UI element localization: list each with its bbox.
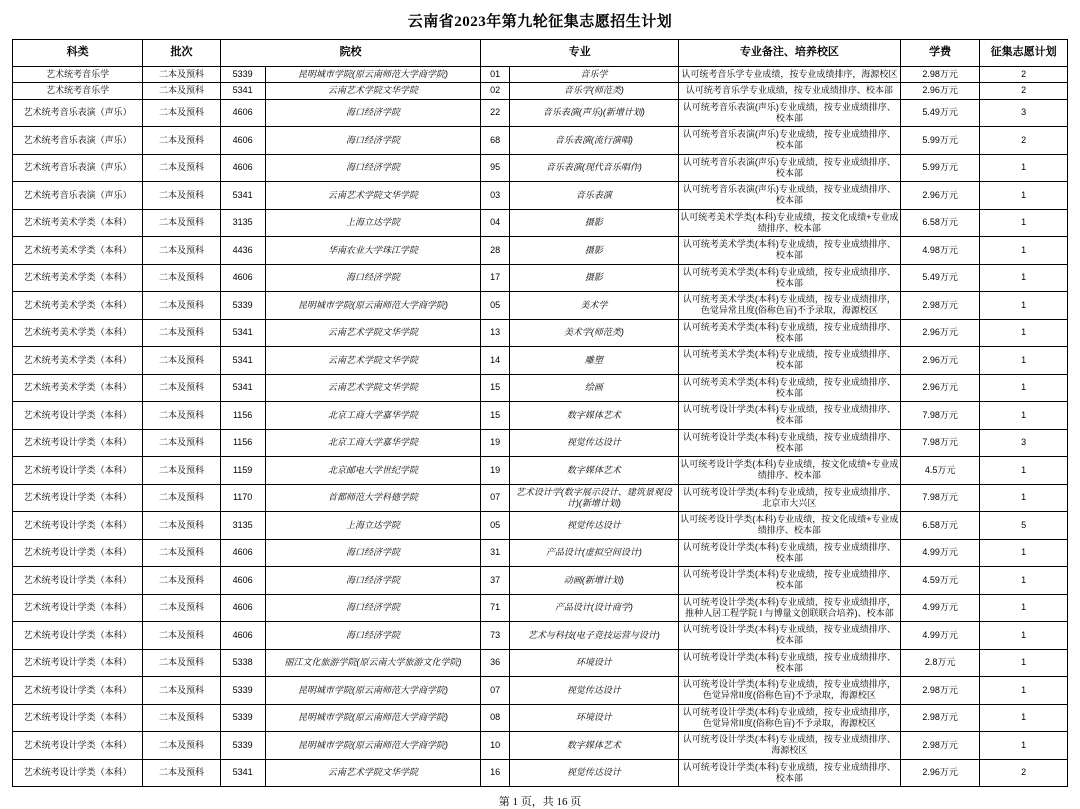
cell-batch: 二本及预科 [143,83,220,99]
cell-quota: 1 [980,347,1068,375]
cell-school-code: 5339 [220,67,265,83]
cell-remark: 认可统考音乐学专业成绩，按专业成绩排序，海源校区 [678,67,900,83]
cell-school-name: 华南农业大学珠江学院 [265,237,481,265]
cell-category: 艺术统考设计学类（本科） [13,732,143,760]
cell-quota: 1 [980,292,1068,320]
table-header-row [13,40,1068,67]
cell-school-name: 北京工商大学嘉华学院 [265,429,481,457]
cell-school-code: 4606 [220,594,265,622]
cell-category: 艺术统考设计学类（本科） [13,402,143,430]
table-row [13,374,1068,402]
cell-category: 艺术统考设计学类（本科） [13,457,143,485]
cell-tuition: 5.99万元 [900,127,979,155]
cell-category: 艺术统考设计学类（本科） [13,484,143,512]
cell-major-code: 17 [481,264,510,292]
header-remark: 专业备注、培养校区 [678,40,900,67]
table-row [13,759,1068,787]
cell-major-name: 音乐表演 [509,182,678,210]
cell-school-name: 云南艺术学院文华学院 [265,83,481,99]
cell-school-code: 1159 [220,457,265,485]
cell-batch: 二本及预科 [143,402,220,430]
cell-quota: 1 [980,154,1068,182]
cell-tuition: 4.98万元 [900,237,979,265]
table-row [13,512,1068,540]
cell-school-code: 4606 [220,154,265,182]
cell-quota: 1 [980,264,1068,292]
table-row [13,67,1068,83]
cell-school-name: 云南艺术学院文华学院 [265,347,481,375]
cell-category: 艺术统考美术学类（本科） [13,319,143,347]
cell-major-code: 19 [481,457,510,485]
table-row [13,622,1068,650]
cell-tuition: 2.8万元 [900,649,979,677]
cell-batch: 二本及预科 [143,677,220,705]
cell-remark: 认可统考设计学类(本科)专业成绩，按专业成绩排序、校本部 [678,567,900,595]
cell-remark: 认可统考音乐表演(声乐)专业成绩，按专业成绩排序、校本部 [678,154,900,182]
cell-major-name: 艺术设计学(数字展示设计、建筑景观设计)(新增计划) [509,484,678,512]
cell-quota: 3 [980,99,1068,127]
cell-school-code: 5339 [220,704,265,732]
table-row [13,83,1068,99]
table-row [13,539,1068,567]
cell-batch: 二本及预科 [143,484,220,512]
cell-school-code: 1156 [220,402,265,430]
cell-tuition: 2.98万元 [900,677,979,705]
table-row [13,292,1068,320]
cell-major-code: 14 [481,347,510,375]
cell-quota: 1 [980,732,1068,760]
cell-major-name: 美术学 [509,292,678,320]
cell-quota: 1 [980,567,1068,595]
cell-quota: 1 [980,649,1068,677]
cell-tuition: 2.96万元 [900,374,979,402]
cell-major-code: 05 [481,512,510,540]
cell-batch: 二本及预科 [143,237,220,265]
cell-batch: 二本及预科 [143,567,220,595]
table-row [13,127,1068,155]
cell-category: 艺术统考美术学类（本科） [13,237,143,265]
cell-school-code: 5338 [220,649,265,677]
table-row [13,732,1068,760]
cell-school-code: 4436 [220,237,265,265]
cell-quota: 1 [980,319,1068,347]
cell-major-code: 02 [481,83,510,99]
header-school: 院校 [220,40,481,67]
cell-batch: 二本及预科 [143,594,220,622]
cell-school-name: 海口经济学院 [265,127,481,155]
cell-tuition: 4.99万元 [900,539,979,567]
cell-batch: 二本及预科 [143,347,220,375]
cell-batch: 二本及预科 [143,649,220,677]
cell-major-name: 美术学(师范类) [509,319,678,347]
table-header [13,40,1068,67]
cell-batch: 二本及预科 [143,127,220,155]
cell-quota: 1 [980,704,1068,732]
cell-remark: 认可统考音乐学专业成绩，按专业成绩排序、校本部 [678,83,900,99]
cell-batch: 二本及预科 [143,264,220,292]
cell-major-name: 视觉传达设计 [509,677,678,705]
table-row [13,209,1068,237]
cell-major-name: 产品设计(设计商学) [509,594,678,622]
cell-major-name: 摄影 [509,237,678,265]
table-row [13,649,1068,677]
table-row [13,704,1068,732]
cell-category: 艺术统考设计学类（本科） [13,539,143,567]
cell-batch: 二本及预科 [143,374,220,402]
cell-remark: 认可统考美术学类(本科)专业成绩，按专业成绩排序、校本部 [678,347,900,375]
cell-category: 艺术统考设计学类（本科） [13,677,143,705]
table-row [13,429,1068,457]
cell-batch: 二本及预科 [143,457,220,485]
cell-batch: 二本及预科 [143,539,220,567]
cell-batch: 二本及预科 [143,732,220,760]
cell-school-name: 北京邮电大学世纪学院 [265,457,481,485]
cell-school-name: 云南艺术学院文华学院 [265,182,481,210]
cell-school-name: 海口经济学院 [265,539,481,567]
cell-school-code: 4606 [220,539,265,567]
table-row [13,237,1068,265]
cell-quota: 1 [980,209,1068,237]
cell-school-name: 云南艺术学院文华学院 [265,319,481,347]
cell-category: 艺术统考设计学类（本科） [13,704,143,732]
cell-school-name: 海口经济学院 [265,594,481,622]
cell-remark: 认可统考设计学类(本科)专业成绩，按文化成绩+专业成绩排序、校本部 [678,512,900,540]
cell-tuition: 4.99万元 [900,594,979,622]
cell-tuition: 4.59万元 [900,567,979,595]
cell-category: 艺术统考音乐学 [13,67,143,83]
cell-remark: 认可统考设计学类(本科)专业成绩，按专业成绩排序、校本部 [678,539,900,567]
cell-tuition: 2.98万元 [900,732,979,760]
cell-school-name: 昆明城市学院(原云南师范大学商学院) [265,732,481,760]
cell-major-code: 07 [481,484,510,512]
cell-quota: 1 [980,484,1068,512]
cell-remark: 认可统考音乐表演(声乐)专业成绩，按专业成绩排序、校本部 [678,182,900,210]
cell-major-name: 视觉传达设计 [509,429,678,457]
cell-school-name: 海口经济学院 [265,264,481,292]
cell-school-name: 云南艺术学院文华学院 [265,759,481,787]
cell-batch: 二本及预科 [143,292,220,320]
cell-school-code: 4606 [220,127,265,155]
cell-batch: 二本及预科 [143,67,220,83]
cell-major-code: 31 [481,539,510,567]
cell-school-name: 上海立达学院 [265,512,481,540]
cell-batch: 二本及预科 [143,622,220,650]
cell-quota: 5 [980,512,1068,540]
cell-remark: 认可统考美术学类(本科)专业成绩，按专业成绩排序，色觉异常且度(俗称色盲)不予录取，海源校区 [678,292,900,320]
cell-quota: 1 [980,457,1068,485]
cell-category: 艺术统考设计学类（本科） [13,567,143,595]
cell-school-name: 丽江文化旅游学院(原云南大学旅游文化学院) [265,649,481,677]
cell-school-name: 云南艺术学院文华学院 [265,374,481,402]
table-row [13,264,1068,292]
cell-category: 艺术统考美术学类（本科） [13,292,143,320]
cell-remark: 认可统考设计学类(本科)专业成绩，按文化成绩+专业成绩排序、校本部 [678,457,900,485]
cell-tuition: 7.98万元 [900,429,979,457]
cell-remark: 认可统考美术学类(本科)专业成绩，按文化成绩+专业成绩排序、校本部 [678,209,900,237]
page-title: 云南省2023年第九轮征集志愿招生计划 [407,14,673,30]
cell-major-name: 环境设计 [509,649,678,677]
cell-school-name: 昆明城市学院(原云南师范大学商学院) [265,67,481,83]
cell-tuition: 4.99万元 [900,622,979,650]
cell-quota: 1 [980,402,1068,430]
cell-tuition: 2.96万元 [900,319,979,347]
cell-tuition: 2.96万元 [900,759,979,787]
cell-tuition: 2.98万元 [900,67,979,83]
cell-major-code: 07 [481,677,510,705]
cell-major-name: 摄影 [509,209,678,237]
cell-category: 艺术统考设计学类（本科） [13,429,143,457]
cell-remark: 认可统考设计学类(本科)专业成绩，按专业成绩排序、校本部 [678,429,900,457]
cell-school-name: 海口经济学院 [265,154,481,182]
cell-school-code: 5339 [220,677,265,705]
cell-school-name: 海口经济学院 [265,99,481,127]
cell-major-code: 15 [481,374,510,402]
cell-major-name: 动画(新增计划) [509,567,678,595]
cell-school-code: 5341 [220,759,265,787]
cell-batch: 二本及预科 [143,512,220,540]
cell-major-code: 04 [481,209,510,237]
cell-remark: 认可统考美术学类(本科)专业成绩，按专业成绩排序、校本部 [678,264,900,292]
cell-major-code: 08 [481,704,510,732]
cell-quota: 1 [980,182,1068,210]
table-row [13,347,1068,375]
header-quota: 征集志愿计划 [980,40,1068,67]
cell-remark: 认可统考设计学类(本科)专业成绩，按专业成绩排序、校本部 [678,402,900,430]
cell-tuition: 5.49万元 [900,264,979,292]
table-row [13,154,1068,182]
cell-school-code: 5341 [220,374,265,402]
cell-quota: 1 [980,374,1068,402]
cell-remark: 认可统考设计学类(本科)专业成绩，按专业成绩排序，推种人居工程学院 I 与博量文创联联合培养)、校本部 [678,594,900,622]
cell-tuition: 2.96万元 [900,347,979,375]
cell-tuition: 5.49万元 [900,99,979,127]
cell-school-code: 5341 [220,182,265,210]
cell-quota: 2 [980,83,1068,99]
cell-quota: 1 [980,622,1068,650]
table-row [13,567,1068,595]
cell-school-name: 首都师范大学科德学院 [265,484,481,512]
table-row [13,484,1068,512]
table-row [13,182,1068,210]
cell-batch: 二本及预科 [143,209,220,237]
cell-batch: 二本及预科 [143,154,220,182]
header-category: 科类 [13,40,143,67]
cell-category: 艺术统考设计学类（本科） [13,622,143,650]
cell-remark: 认可统考美术学类(本科)专业成绩，按专业成绩排序、校本部 [678,237,900,265]
cell-major-name: 音乐表演(流行演唱) [509,127,678,155]
cell-quota: 1 [980,677,1068,705]
cell-school-code: 3135 [220,512,265,540]
cell-major-code: 10 [481,732,510,760]
cell-school-code: 5339 [220,292,265,320]
cell-tuition: 4.5万元 [900,457,979,485]
cell-quota: 1 [980,539,1068,567]
cell-remark: 认可统考设计学类(本科)专业成绩，按专业成绩排序，色觉异常II度(俗称色盲)不予录取，海源校区 [678,677,900,705]
cell-school-name: 上海立达学院 [265,209,481,237]
cell-batch: 二本及预科 [143,182,220,210]
cell-school-name: 北京工商大学嘉华学院 [265,402,481,430]
cell-major-code: 95 [481,154,510,182]
table-row [13,402,1068,430]
cell-major-code: 37 [481,567,510,595]
cell-major-name: 环境设计 [509,704,678,732]
header-major: 专业 [481,40,679,67]
cell-category: 艺术统考美术学类（本科） [13,374,143,402]
cell-school-code: 3135 [220,209,265,237]
cell-batch: 二本及预科 [143,429,220,457]
cell-tuition: 2.96万元 [900,182,979,210]
cell-remark: 认可统考设计学类(本科)专业成绩，按专业成绩排序、校本部 [678,622,900,650]
cell-category: 艺术统考音乐表演（声乐） [13,99,143,127]
cell-remark: 认可统考美术学类(本科)专业成绩，按专业成绩排序、校本部 [678,374,900,402]
cell-school-code: 1156 [220,429,265,457]
cell-major-code: 19 [481,429,510,457]
cell-school-code: 4606 [220,264,265,292]
cell-batch: 二本及预科 [143,759,220,787]
cell-remark: 认可统考设计学类(本科)专业成绩，按专业成绩排序、校本部 [678,649,900,677]
cell-major-name: 艺术与科技(电子竞技运营与设计) [509,622,678,650]
cell-major-code: 15 [481,402,510,430]
cell-major-name: 摄影 [509,264,678,292]
cell-remark: 认可统考设计学类(本科)专业成绩，按专业成绩排序、海源校区 [678,732,900,760]
cell-school-name: 海口经济学院 [265,567,481,595]
cell-quota: 2 [980,127,1068,155]
cell-batch: 二本及预科 [143,704,220,732]
cell-major-name: 数字媒体艺术 [509,457,678,485]
cell-category: 艺术统考美术学类（本科） [13,209,143,237]
cell-major-name: 音乐学(师范类) [509,83,678,99]
cell-tuition: 7.98万元 [900,402,979,430]
cell-category: 艺术统考美术学类（本科） [13,264,143,292]
cell-quota: 2 [980,759,1068,787]
cell-school-name: 昆明城市学院(原云南师范大学商学院) [265,704,481,732]
cell-batch: 二本及预科 [143,99,220,127]
cell-major-code: 05 [481,292,510,320]
table-row [13,594,1068,622]
cell-school-code: 5341 [220,319,265,347]
cell-tuition: 2.98万元 [900,292,979,320]
cell-quota: 2 [980,67,1068,83]
table-row [13,457,1068,485]
cell-major-code: 01 [481,67,510,83]
table-row [13,677,1068,705]
cell-category: 艺术统考音乐表演（声乐） [13,127,143,155]
cell-school-code: 4606 [220,99,265,127]
cell-category: 艺术统考音乐学 [13,83,143,99]
cell-major-code: 73 [481,622,510,650]
cell-major-code: 03 [481,182,510,210]
cell-school-code: 4606 [220,622,265,650]
cell-school-code: 5341 [220,83,265,99]
cell-remark: 认可统考音乐表演(声乐)专业成绩，按专业成绩排序、校本部 [678,99,900,127]
cell-school-code: 5341 [220,347,265,375]
table-body [13,67,1068,787]
cell-tuition: 6.58万元 [900,209,979,237]
cell-tuition: 2.98万元 [900,704,979,732]
cell-remark: 认可统考设计学类(本科)专业成绩，按专业成绩排序、校本部 [678,759,900,787]
cell-major-code: 68 [481,127,510,155]
cell-major-name: 数字媒体艺术 [509,732,678,760]
cell-tuition: 5.99万元 [900,154,979,182]
cell-major-code: 22 [481,99,510,127]
cell-major-code: 16 [481,759,510,787]
cell-tuition: 2.96万元 [900,83,979,99]
admission-plan-table [12,39,1068,787]
cell-remark: 认可统考音乐表演(声乐)专业成绩，按专业成绩排序、校本部 [678,127,900,155]
cell-major-code: 71 [481,594,510,622]
cell-major-name: 音乐表演(现代音乐唱作) [509,154,678,182]
cell-major-code: 28 [481,237,510,265]
cell-category: 艺术统考设计学类（本科） [13,594,143,622]
cell-major-name: 音乐学 [509,67,678,83]
cell-school-code: 5339 [220,732,265,760]
cell-tuition: 7.98万元 [900,484,979,512]
cell-category: 艺术统考音乐表演（声乐） [13,182,143,210]
cell-quota: 1 [980,237,1068,265]
cell-major-name: 视觉传达设计 [509,759,678,787]
table-row [13,99,1068,127]
cell-category: 艺术统考音乐表演（声乐） [13,154,143,182]
cell-major-name: 数字媒体艺术 [509,402,678,430]
cell-major-name: 产品设计(虚拟空间设计) [509,539,678,567]
cell-school-name: 昆明城市学院(原云南师范大学商学院) [265,677,481,705]
cell-major-name: 音乐表演(声乐)(新增计划) [509,99,678,127]
cell-remark: 认可统考设计学类(本科)专业成绩，按专业成绩排序、北京市大兴区 [678,484,900,512]
cell-category: 艺术统考设计学类（本科） [13,649,143,677]
header-batch: 批次 [143,40,220,67]
cell-major-code: 36 [481,649,510,677]
cell-quota: 3 [980,429,1068,457]
cell-school-name: 海口经济学院 [265,622,481,650]
header-tuition: 学费 [900,40,979,67]
cell-school-name: 昆明城市学院(原云南师范大学商学院) [265,292,481,320]
cell-category: 艺术统考设计学类（本科） [13,512,143,540]
cell-school-code: 1170 [220,484,265,512]
cell-major-name: 视觉传达设计 [509,512,678,540]
cell-category: 艺术统考设计学类（本科） [13,759,143,787]
cell-quota: 1 [980,594,1068,622]
cell-category: 艺术统考美术学类（本科） [13,347,143,375]
table-row [13,319,1068,347]
cell-major-name: 绘画 [509,374,678,402]
cell-remark: 认可统考设计学类(本科)专业成绩，按专业成绩排序，色觉异常II度(俗称色盲)不予录取，海源校区 [678,704,900,732]
cell-major-code: 13 [481,319,510,347]
cell-major-name: 雕塑 [509,347,678,375]
cell-school-code: 4606 [220,567,265,595]
cell-batch: 二本及预科 [143,319,220,347]
cell-tuition: 6.58万元 [900,512,979,540]
page-footer: 第 1 页，共 16 页 [498,796,582,808]
cell-remark: 认可统考美术学类(本科)专业成绩，按专业成绩排序、校本部 [678,319,900,347]
